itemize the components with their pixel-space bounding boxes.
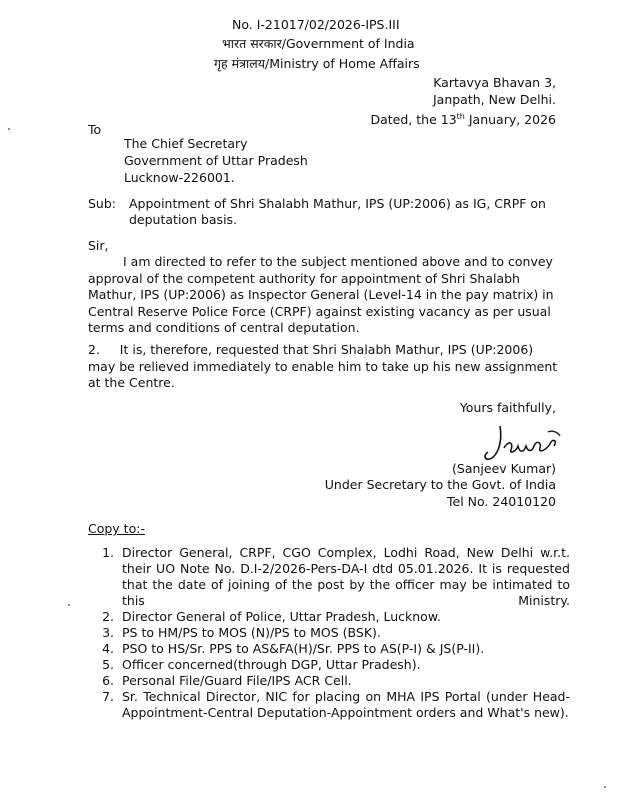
paragraph-1-line-2: approval of the competent authority for appointment of Shri Shalabh xyxy=(88,270,520,286)
signatory-tel: Tel No. 24010120 xyxy=(447,494,556,509)
paragraph-2 xyxy=(88,342,558,392)
signatory-designation: Under Secretary to the Govt. of India xyxy=(324,477,556,492)
copy-to-list xyxy=(102,545,570,721)
list-item xyxy=(102,673,570,689)
paragraph-2-line-1: 2. It is, therefore, requested that Shri Shalabh Mathur, IPS (UP:2006) xyxy=(88,342,534,357)
paragraph-1 xyxy=(88,254,555,337)
scan-speck xyxy=(8,128,10,130)
recipient-line-3: Lucknow-226001. xyxy=(124,170,235,185)
list-item xyxy=(102,689,570,721)
list-item xyxy=(102,657,570,673)
list-item-text: Sr. Technical Director, NIC for placing on MHA IPS Portal (under Head-Appointment-Central Deputation-Appointment orders and What's new). xyxy=(122,689,570,720)
subject-line-1: Appointment of Shri Shalabh Mathur, IPS (UP:2006) as IG, CRPF on xyxy=(129,196,546,211)
paragraph-2-line-3: at the Centre. xyxy=(88,375,175,390)
file-number: No. I-21017/02/2026-IPS.III xyxy=(232,17,400,32)
list-item-number: 6. xyxy=(102,673,114,688)
paragraph-1-line-5: terms and conditions of central deputation. xyxy=(88,320,360,335)
paragraph-2-line-2: may be relieved immediately to enable him to take up his new assignment xyxy=(88,358,558,374)
address-line-1: Kartavya Bhavan 3, xyxy=(433,75,556,90)
to-label: To xyxy=(88,122,102,137)
date-superscript: th xyxy=(456,112,465,121)
copy-to-heading: Copy to:- xyxy=(88,521,145,536)
paragraph-1-line-4: Central Reserve Police Force (CRPF) against existing vacancy as per usual xyxy=(88,303,551,319)
list-item-number: 2. xyxy=(102,609,114,624)
address-line-2: Janpath, New Delhi. xyxy=(432,92,556,107)
signatory-name: (Sanjeev Kumar) xyxy=(452,461,556,476)
list-item-number: 4. xyxy=(102,641,114,656)
list-item-text: Officer concerned(through DGP, Uttar Pradesh). xyxy=(122,657,421,672)
list-item xyxy=(102,545,570,609)
list-item-text: Director General, CRPF, CGO Complex, Lodhi Road, New Delhi w.r.t. their UO Note No. D.I-2/2026-Pers-DA-I dtd 05.01.2026. It is requested that the date of joining of the post by the officer may be intimated to this Ministry. xyxy=(122,545,570,608)
list-item-text: PS to HM/PS to MOS (N)/PS to MOS (BSK). xyxy=(122,625,381,640)
list-item-number: 5. xyxy=(102,657,114,672)
paragraph-1-line-1: I am directed to refer to the subject mentioned above and to convey xyxy=(123,254,553,269)
government-line: भारत सरकार/Government of India xyxy=(222,36,415,51)
list-item-number: 7. xyxy=(102,689,114,704)
date-suffix: January, 2026 xyxy=(464,112,556,128)
list-item-text: Director General of Police, Uttar Pradesh, Lucknow. xyxy=(122,609,441,624)
subject-line-2: deputation basis. xyxy=(129,212,238,227)
ministry-line: गृह मंत्रालय/Ministry of Home Affairs xyxy=(214,56,420,71)
recipient-line-2: Government of Uttar Pradesh xyxy=(124,153,308,168)
letter-date xyxy=(371,109,557,128)
list-item-text: PSO to HS/Sr. PPS to AS&FA(H)/Sr. PPS to AS(P-I) & JS(P-II). xyxy=(122,641,485,656)
scan-speck xyxy=(604,786,606,788)
salutation: Sir, xyxy=(88,238,109,253)
list-item xyxy=(102,609,570,625)
list-item-number: 3. xyxy=(102,625,114,640)
list-item-number: 1. xyxy=(102,545,114,560)
list-item xyxy=(102,625,570,641)
list-item-text: Personal File/Guard File/IPS ACR Cell. xyxy=(122,673,352,688)
date-prefix: Dated, the 13 xyxy=(370,112,457,128)
subject-label: Sub: xyxy=(88,196,117,211)
closing: Yours faithfully, xyxy=(459,400,556,415)
recipient-line-1: The Chief Secretary xyxy=(124,136,248,151)
paragraph-1-line-3: Mathur, IPS (UP:2006) as Inspector General (Level-14 in the pay matrix) in xyxy=(88,287,554,302)
scan-speck xyxy=(68,604,70,606)
list-item xyxy=(102,641,570,657)
